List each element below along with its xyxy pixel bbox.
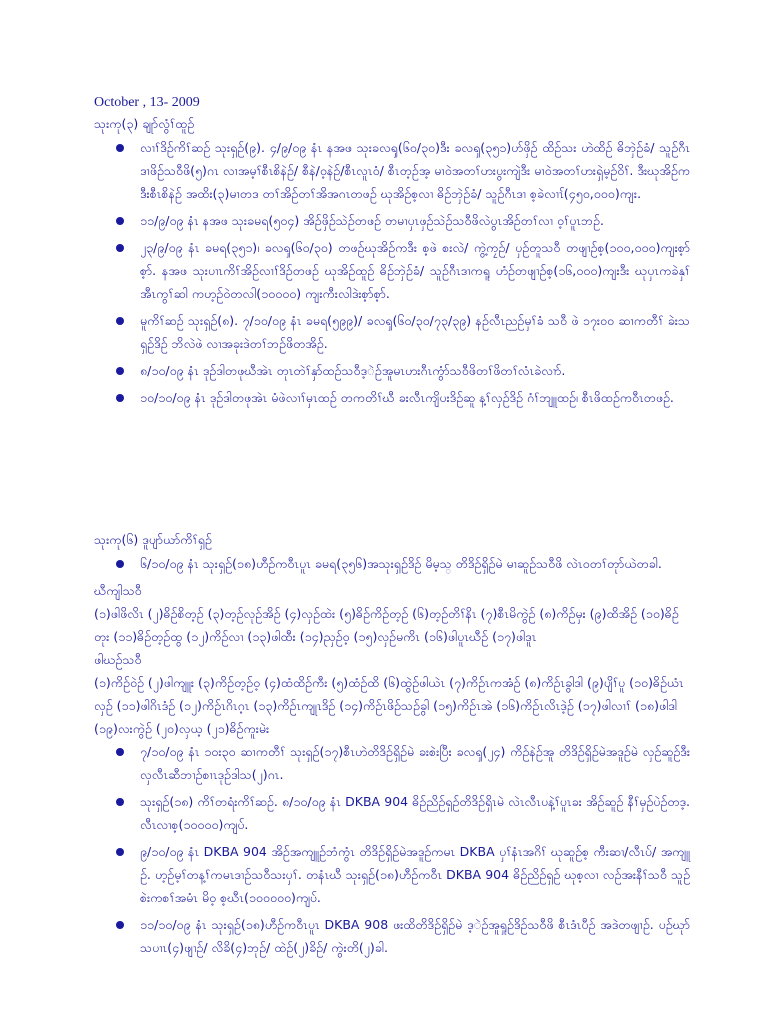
report-list (94, 136, 690, 409)
bullet-dot-icon (116, 748, 124, 756)
village-group-label: ဖါဃဉ်သဝီ (94, 652, 142, 667)
list-item-text: ၉/၁၀/၀၉ နံၤ DKBA 904 အိဉ်အကျူဉ်ဘံကွံၤ တိဒိဉ်ရှိဉ်မဲအဒူဉ်ကမၤ DKBA ပှၢ်နံၤအဂိၢ် ဃုဆူဉ်စ့ ကီးဆၢ/လီၤပ်/ အကျူဉ်. ဟ့ဉ်မ့ၢ်တန့ၢ်ကမၤဒၢဉ်သဝီသးပှၢ်. တနံၤဃီ သုးရှဉ်(၁၈)ဟီဉ်ကဝီၤ DKBA 904 ဓိဉ်ညိဉ်ရှဉ် ဃုစ့လၢ လဉ်အးနီၢ်သဝီ သူဉ်စဲးကစၢ်အမံၤ မိဝ့ စ့ဃီၤ(၁၀၀၀၀၀)ကျပ်. (140, 844, 690, 905)
village-list: (၁)ဖါဖိလိၤ (၂)ဓိဉ်စိတ့ဉ် (၃)တ့ဉ်လုဉ်အိဉ် (၄)လှဉ်ထဲး (၅)ဓိဉ်ကိဉ်တ့ဉ် (၆)တ့ဉ်တိၢ်နိၤ (၇)စီၤမိကွဲဉ် (၈)ကိဉ်မှး (၉)ထိအိဉ် (၁၀)ဓိဉ်တုး (၁၁)ဓိဉ်တ့ဉ်ထွ (၁၂)ကိဉ်လၢ (၁၃)ဖါထီး (၁၄)ညှဉ်ဝ့ (၁၅)လှဉ်မကိၤ (၁၆)ဖါပူၤဃီဉ် (၁၇)ဖါဒူၤ (94, 606, 679, 644)
list-item (114, 790, 690, 836)
list-item (114, 913, 690, 959)
report-list (94, 740, 690, 959)
bullet-dot-icon (116, 217, 124, 225)
bullet-dot-icon (116, 798, 124, 806)
list-item (114, 136, 690, 205)
list-item-text: ၂၃/၉/၀၉ နံၤ ခမရ(၃၅၁)၊ ခလၡ(၆၀/၃၀) တဖဉ်ဃုအိဉ်ကဒီး စ့ဖဲ စးလဲ/ ကွဲ့ကၠဉ်/ ပှဉ်တူသဝီ တဖျၢဉ်စ့(၁၀၀,၀၀၀)ကျးစ့ာ်စ့ာ်. နအဖ သုးပၢၤကိၢ်အိဉ်လၢၢ်ဒိဉ်တဖဉ် ဃုအိဉ်ထူဉ် ဓိဉ်ဘှဲဉ်ခံ/ သူဉ်ဂီၤဒၢကရူ ဟံဉ်တဖျၢဉ်စ့(၁၆,၀၀၀)ကျးဒီး ဃုပှၤကခဲနှၢ်အီၤကွၢ်ဆါ ကဟ့ဉ်ဝဲတလါ(၁၀၀၀၀) ကျးကီးလါဒဲးစ့ာ်စ့ာ်. (140, 240, 690, 301)
list-item (114, 236, 690, 305)
section-heading: သုးကု(၃) ချုာ်လွံၢ်ထူဉ် (94, 116, 195, 131)
bullet-dot-icon (116, 367, 124, 375)
list-item-text: မူကိၢ်ဆဉ် သုးရှဉ်(၈). ၇/၁၀/၀၉ နံၤ ခမရ(၅၉၉)/ ခလၡ(၆၀/၃၀/၇၃/၃၉) နဉ်လီၤညဉ်မှၢ်ခံ သဝီ ဖဲ ၁၇း၀၀ ဆၢကတီၢ် ခဲးသရှဉ်ဒိဉ် ဘိလဲဖဲ လၢအခုးဒဲတၢ်ဘဉ်ဖိတအိဉ်. (140, 313, 690, 351)
section-heading: သုးကု(၆) ဒူပျာ်ယာ်ကိၢ်ရှဉ် (94, 532, 212, 547)
list-item (114, 209, 690, 232)
village-list: (၁)ကိဉ်ဝဲဉ် (၂)ဖါကျူး (၃)ကိဉ်တ့ဉ်ဝ့ (၄)ထံထိဉ်ကီး (၅)ထံဉ်ထိ (၆)ထွဲဉ်ဖါယဲၤ (၇)ကိဉ်ၤကအံဉ် (၈)ကိဉ်ၤခွါဒါ (၉)ပျိၢ်ပူ (၁၀)ဓိဉ်ယံၤလှဉ် (၁၁)ဖါဂိၤဒံဉ် (၁၂)ကိဉ်ၤဂိၤဂ့ၤ (၁၃)ကိဉ်ၤကျုၤဒိဉ် (၁၄)ကိဉ်ၤဖိဉ်သဉ်ခွါ (၁၅)ကိဉ်ၤအဲ (၁၆)ကိဉ်ၤလိၤဒဲ့ဉ် (၁၇)ဖါလၢၢ် (၁၈)ဖါဒါ (၁၉)လးကွဲဉ် (၂၀)လှယ့ (၂၁)ဓိဉ်ကူးမဲး (94, 675, 684, 736)
list-item (114, 740, 690, 786)
list-item-text: ၈/၁၀/၀၉ နံၤ ဒုဉ်ဒါတဖုဃီအဲၤ တုၤတဲၢ်နှာ်ထဉ်သဝီဒ့ဲဉ်အူမၤဟးဂီၤကွံာ်သဝီဖိတၢ်ဖိတၢ်လံၤခဲလၢာ်. (140, 363, 566, 378)
list-item (114, 840, 690, 909)
bullet-dot-icon (116, 848, 124, 856)
list-item (114, 552, 690, 575)
bullet-dot-icon (116, 921, 124, 929)
list-item-text: ၇/၁၀/၀၉ နံၤ ၁၀း၃၀ ဆၢကတီၢ် သုးရှဉ်(၁၇)စီၤဟဲတိဒိဉ်ရှိဉ်မဲ ခးစဲးပြီး ခလၡ(၂၄) ကိဉ်နဲဉ်အူ တိဒိဉ်ရှိဉ်မဲအဒူဉ်မဲ လှဉ်ဆူဉ်ဒီး လှလီၤဆီဘၢဉ်စၢၤဒုဉ်ဒါသ(၂)ဂၤ. (140, 744, 690, 782)
list-item-text: ၁၁/၁၀/၀၉ နံၤ သုးရှဉ်(၁၈)ဟီဉ်ကဝီၤပူၤ DKBA 908 ဖးထိတိဒိဉ်ရှိဉ်မဲ ဒ့ဲဉ်အူရှုဉ်ဒိဉ်သဝီဖိ စီၤဒံၤပီဉ် အဒဲတဖျၢဉ်. ပဉ်ဃုာ်သပၢၤ(၄)ဖျၢဉ်/ လိခိ(၄)ဘုဉ်/ ထဲဉ်(၂)ခိဉ်/ ကွဲးတိ(၂)ခါ. (140, 917, 690, 955)
section-unit-6 (94, 528, 690, 963)
bullet-dot-icon (116, 317, 124, 325)
list-item-text: ၁၁/၉/၀၉ နံၤ နအဖ သုးခမရ(၅၀၄) အိဉ်ဖှိဉ်သဲဉ်တဖဉ် တမၢပှၤဖှဉ်သဲဉ်သဝီဖိလဲပွၤအိဉ်တၢ်လၢ ဝ့ၢ်ပူၤဘဉ်. (140, 213, 604, 228)
bullet-dot-icon (116, 560, 124, 568)
bullet-dot-icon (116, 394, 124, 402)
list-item (114, 359, 690, 382)
list-item-text: ၆/၁၀/၀၉ နံၤ သုးရှဉ်(၁၈)ဟီဉ်ကဝီၤပူၤ ခမရ(၃၅၆)အသုးရှဉ်ဒိဉ် မိမ့သ္ တိဒိဉ်ရှိဉ်မဲ မၢဆူဉ်သဝီဖိ လဲၤဝတၢ်တုာ်ယဲတခါ. (140, 556, 662, 571)
list-item-text: လၢၢ်ဒိဉ်ကိၢ်ဆဉ် သုးရှဉ်(၉). ၄/၉/၀၉ နံၤ နအဖ သုးခလၡ(၆၀/၃၀)ဒီး ခလၡ(၃၅၁)ပာ်ဖှိဉ် ထိဉ်သး ဟဲထိဉ် ဓိဘှဲဉ်ခံ/ သူဉ်ဂီၤဒၢဖိဉ်သဝီဖိ(၅)ဂၤ လၢအမ့ၢ်စီၤစိနဲဉ်/ စီနဲ/ဝ့နဲဉ်/စီၤလူၤဝံ/ စီၤတ့ဉ်အ့ မၢဝဲအတၢ်ဟးပွးကျဲဒီး မၢဝဲအတၢ်ဟးရှဲမ့ဉ်ဝိၢ်. ဒီးဃုအိဉ်ကဒီးစီၤစိနဲဉ် အထိး(၃)မၢတဒ တၢ်အိဉ်တၢ်အိအဂၤတဖဉ် ဃုအိဉ်စ့လၢ ဓိဉ်ဘှဲဉ်ခံ/ သူဉ်ဂီၤဒၢ စ့ခဲလၢၤ်(၄၅၀,၀၀၀)ကျး. (140, 140, 690, 201)
document-date: October , 13- 2009 (94, 95, 200, 110)
list-item-text: သုးရှဉ်(၁၈) ကိၢ်တရံးကိၢ်ဆဉ်. ၈/၁၀/၀၉ နံၤ DKBA 904 ဓိဉ်ညိဉ်ရှဉ်တိဒိဉ်ရှိၤမဲ လဲၤလီၤပနဲ့ၢ်ပူၤခး အိဉ်ဆူဉ် နီၢ်မှဉ်ပဲဉ်တဒ့. လီၤလၢစ့(၁၀၀၀၀)ကျပ်. (140, 794, 690, 832)
bullet-dot-icon (116, 244, 124, 252)
list-item-text: ၁၀/၁၀/၀၉ နံၤ ဒုဉ်ဒါတဖုအဲၤ မံဖဲလၢၢ်မှၤထဉ် တကတိၢ်ဃီ ခးလီၤကျိပးဒိဉ်ဆူ န့ၢ်လှဉ်ဒိဉ် ဂံၢ်ဘျူထဉ်၊ စီၤဖိထဉ်ကဝီၤတဖဉ်. (140, 390, 674, 405)
village-group-label: ဃီကျါသဝီ (94, 583, 142, 598)
report-list (94, 552, 690, 575)
list-item (114, 309, 690, 355)
bullet-dot-icon (116, 144, 124, 152)
section-unit-3 (94, 112, 690, 413)
list-item (114, 386, 690, 409)
